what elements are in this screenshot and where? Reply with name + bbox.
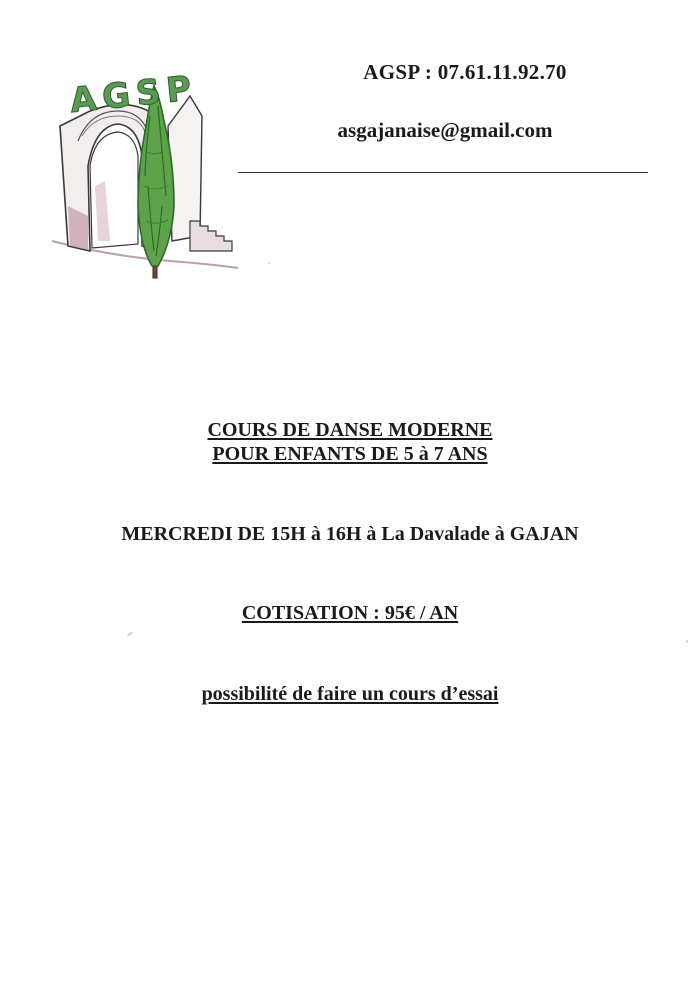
scan-speck [268, 262, 270, 264]
trial-note [0, 683, 700, 706]
course-fee [0, 602, 700, 625]
email-address: asgajanaise@gmail.com [337, 118, 553, 142]
course-title [0, 418, 700, 466]
scan-speck [127, 632, 133, 637]
course-schedule: MERCREDI DE 15H à 16H à La Davalade à GAJAN [121, 523, 579, 545]
association-logo [50, 56, 240, 286]
trial-note-text: possibilité de faire un cours d’essai [201, 683, 499, 705]
course-title-line2: POUR ENFANTS DE 5 à 7 ANS [212, 443, 488, 465]
header-divider [238, 172, 648, 173]
phone-line: AGSP : 07.61.11.92.70 [363, 60, 567, 84]
logo-text: AGSP [68, 68, 200, 122]
course-title-line1: COURS DE DANSE MODERNE [207, 419, 493, 441]
course-fee-text: COTISATION : 95€ / AN [241, 602, 459, 624]
scan-speck [686, 640, 688, 643]
arch-and-cypress-logo-icon [50, 56, 240, 286]
